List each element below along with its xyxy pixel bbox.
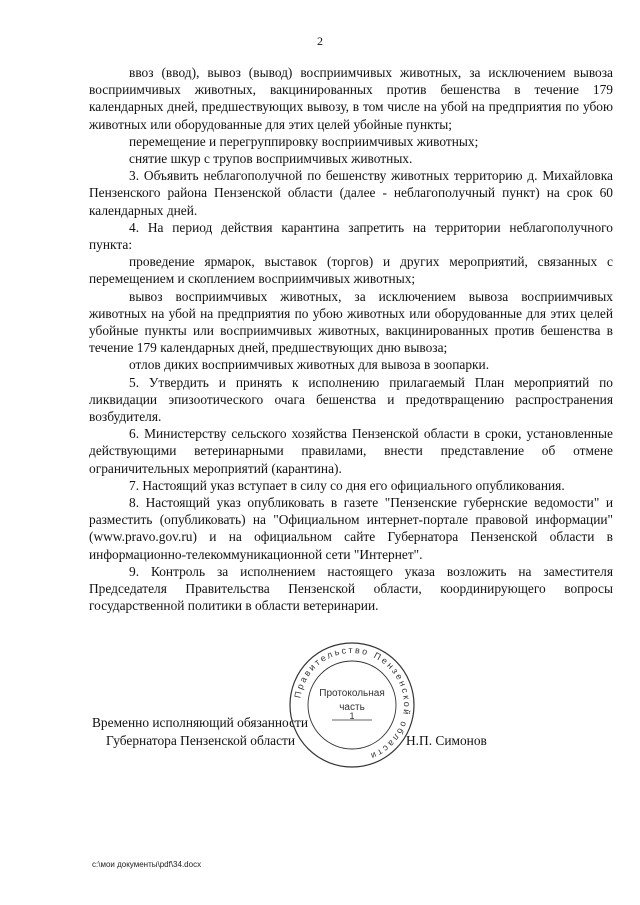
decree-paragraph: вывоз восприимчивых животных, за исключением вывоза восприимчивых животных на убой на предприятия по убою животных или оборудованные для этих целей убойные пункты или восприимчивых животных, вакцинированных против бешенства в течение 179 календарных дней, предшествующих дню вывоза; bbox=[89, 288, 613, 356]
stamp-ring-text: Правительство Пензенской области bbox=[292, 644, 413, 762]
signature-title-line1: Временно исполняющий обязанности bbox=[92, 715, 309, 730]
signature-title-line2: Губернатора Пензенской области bbox=[106, 733, 296, 748]
decree-paragraph: перемещение и перегруппировку восприимчивых животных; bbox=[129, 133, 479, 149]
decree-paragraph: проведение ярмарок, выставок (торгов) и других мероприятий, связанных с перемещением и скоплением восприимчивых животных; bbox=[89, 254, 613, 287]
stamp-number: 1 bbox=[349, 711, 355, 721]
decree-paragraph: 3. Объявить неблагополучной по бешенству животных территорию д. Михайловка Пензенского района Пензенской области (далее - неблагополучный пункт) на срок 60 календарных дней. bbox=[89, 168, 613, 218]
stamp-line1: Протокольная bbox=[319, 688, 385, 699]
decree-paragraph: 8. Настоящий указ опубликовать в газете "Пензенские губернские ведомости" и разместить (опубликовать) на "Официальном интернет-портале правовой информации" (www.pravo.gov.ru) и на официальном сайте Губернатора Пензенской области в информационно-телекоммуникационной сети "Интернет". bbox=[89, 495, 613, 562]
decree-paragraph: ввоз (ввод), вывоз (вывод) восприимчивых животных, за исключением вывоза восприимчивых животных, вакцинированных против бешенства в течение 179 календарных дней, предшествующих вывозу, в том числе на убой на предприятия по убою животных или оборудованные для этих целей убойные пункты; bbox=[89, 65, 613, 132]
decree-paragraph: 4. На период действия карантина запретить на территории неблагополучного пункта: bbox=[89, 219, 613, 253]
signatory-name: Н.П. Симонов bbox=[406, 733, 487, 748]
decree-paragraph: снятие шкур с трупов восприимчивых животных. bbox=[129, 151, 413, 167]
decree-paragraph: 6. Министерству сельского хозяйства Пензенской области в сроки, установленные действующими ветеринарными правилами, внести представление об отмене ограничительных мероприятий (карантина). bbox=[89, 426, 613, 476]
decree-paragraph: отлов диких восприимчивых животных для вывоза в зоопарки. bbox=[129, 357, 490, 373]
official-stamp bbox=[287, 640, 417, 770]
decree-paragraph: 9. Контроль за исполнением настоящего указа возложить на заместителя Председателя Правительства Пензенской области, координирующего вопросы государственной политики в области ветеринарии. bbox=[89, 563, 613, 614]
file-path-footer: c:\мои документы\pdf\34.docx bbox=[92, 860, 202, 869]
decree-paragraph: 7. Настоящий указ вступает в силу со дня его официального опубликования. bbox=[129, 477, 565, 493]
stamp-line2: часть bbox=[339, 702, 365, 713]
decree-body bbox=[89, 64, 613, 615]
decree-paragraph: 5. Утвердить и принять к исполнению прилагаемый План мероприятий по ликвидации эпизоотического очага бешенства и предотвращению распространения возбудителя. bbox=[89, 374, 613, 425]
page-number: 2 bbox=[317, 34, 323, 48]
